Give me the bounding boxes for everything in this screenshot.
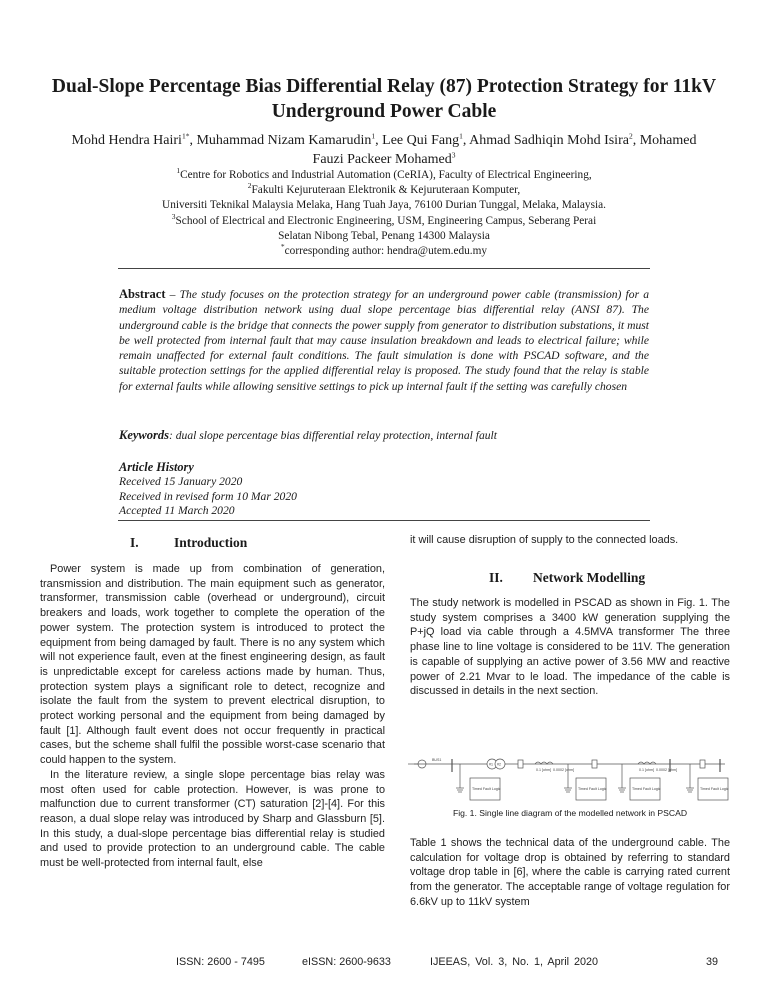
section-title: Network Modelling bbox=[533, 570, 646, 585]
transformer-label: #2 bbox=[497, 762, 501, 767]
author-affil-mark: 2 bbox=[628, 131, 633, 141]
transformer-label: #1 bbox=[489, 762, 493, 767]
author-name: Ahmad Sadhiqin Mohd Isira bbox=[469, 133, 629, 148]
footer-issn: ISSN: 2600 - 7495 bbox=[176, 956, 265, 968]
history-item: Accepted 11 March 2020 bbox=[119, 504, 235, 518]
single-line-diagram bbox=[400, 758, 735, 808]
introduction-body bbox=[40, 562, 385, 871]
line-parameter-label: 0.0002 [ohm] bbox=[656, 768, 677, 772]
keywords bbox=[119, 428, 649, 443]
affiliation-mark: 3 bbox=[171, 211, 176, 221]
footer-journal: IJEEAS, Vol. 3, No. 1, April 2020 bbox=[430, 956, 599, 968]
affiliation-text: Centre for Robotics and Industrial Automation (CeRIA), Faculty of Electrical Engineering, bbox=[180, 169, 592, 181]
affiliation-mark: * bbox=[280, 242, 285, 252]
paragraph: In the literature review, a single slope percentage bias relay was most often used for cable protection. However, is was prone to malfunction due to current transformer (CT) saturation [2]-[4]. For this reason, a dual slope relay was introduced by Sharp and Glassburn [5]. In this study, a dual-slope percentage bias differential relay is studied and used to provide protection to an underground cable. The cable must be well-protected from internal fault, else bbox=[40, 768, 385, 870]
author-separator: , bbox=[462, 133, 470, 148]
affiliation-line bbox=[40, 198, 728, 213]
affiliation-text: Selatan Nibong Tebal, Penang 14300 Malaysia bbox=[278, 229, 490, 242]
bus-label: BUS1 bbox=[432, 758, 442, 762]
section-title: Introduction bbox=[174, 535, 248, 550]
author-separator: , bbox=[632, 133, 640, 148]
section-heading-network-modelling bbox=[489, 570, 645, 586]
section-number: II. bbox=[489, 570, 503, 585]
author-affil-mark: 1 bbox=[371, 131, 376, 141]
paragraph: it will cause disruption of supply to the connected loads. bbox=[410, 534, 679, 546]
author-separator: , bbox=[189, 133, 197, 148]
logic-label: Timed Fault Logic bbox=[700, 787, 729, 791]
history-item: Received 15 January 2020 bbox=[119, 475, 243, 488]
paragraph: Power system is made up from combination of generation, transmission and distribution. The main equipment such as generator, transformer, transmission cable (overhead or underground), circuit breakers and loads, work together to complete the operation of the power system. The protection system is introduced to protect the equipment from being damaged by fault. There is no any system which will not experience fault, even at the finest engineering design, as fault is unpredictable except for careless actions made by human. Thus, protection system plays a significant role to detect, recognize and isolate the fault from the system to prevent electrical disruption, to protect working personal and the equipment from being damaged by fault [1]. Although fault event does not occur frequently in practical cases, but the scheme shall fulfil the possible worst-case scenario that could happen to the system. bbox=[40, 563, 385, 767]
history-divider bbox=[118, 520, 650, 521]
affiliation-text: corresponding author: hendra@utem.edu.my bbox=[284, 245, 488, 258]
author-name: Mohamed Fauzi Packeer Mohamed bbox=[312, 133, 697, 167]
affiliation-mark: 2 bbox=[247, 181, 252, 191]
logic-label: Timed Fault Logic bbox=[472, 787, 501, 791]
abstract-dash: – bbox=[165, 288, 180, 301]
affiliation-line bbox=[40, 211, 728, 229]
line-parameter-label: 0.1 [ohm] bbox=[639, 768, 654, 772]
history-label: Article History bbox=[119, 460, 194, 474]
affiliation-text: Fakulti Kejuruteraan Elektronik & Kejuruteraan Komputer, bbox=[251, 184, 521, 197]
header-divider bbox=[118, 268, 650, 269]
affiliation-text: School of Electrical and Electronic Engineering, USM, Engineering Campus, Seberang Perai bbox=[175, 214, 597, 227]
line-parameter-label: 0.0002 [ohm] bbox=[553, 768, 574, 772]
author-separator: , bbox=[375, 133, 383, 148]
network-modelling-body-continued bbox=[410, 836, 730, 910]
author-name: Muhammad Nizam Kamarudin bbox=[196, 133, 372, 148]
abstract bbox=[119, 287, 649, 394]
author-affil-mark: 1 bbox=[459, 131, 463, 141]
affiliation-line bbox=[40, 183, 728, 198]
affiliations bbox=[40, 168, 728, 259]
section-heading-introduction bbox=[130, 535, 247, 551]
author-name: Lee Qui Fang bbox=[382, 133, 460, 148]
paper-title: Dual-Slope Percentage Bias Differential Relay (87) Protection Strategy for 11kV Underground Power Cable bbox=[51, 76, 717, 122]
author-affil-mark: 1* bbox=[181, 131, 190, 141]
author-name: Mohd Hendra Hairi bbox=[71, 133, 182, 148]
network-modelling-body bbox=[410, 596, 730, 699]
keywords-text: : dual slope percentage bias differential relay protection, internal fault bbox=[169, 429, 498, 442]
abstract-text: The study focuses on the protection strategy for an underground power cable (transmission) for a medium voltage distribution network using dual slope percentage bias differential relay (ANSI 87). The underground cable is the bridge that connects the power supply from generator to distribution substations, it must be well protected from internal fault that may cause insulation breakdown and leads to electrical failure; while remain unaffected for external fault conditions. The fault simulation is done with PSCAD software, and the suitable protection settings for the applied differential relay is proposed. The study found that the relay is stable for external faults while allowing sensitive settings to pick up internal fault if the setting was carefully chosen bbox=[119, 288, 650, 393]
introduction-continued bbox=[410, 533, 730, 548]
abstract-label: Abstract bbox=[119, 287, 166, 301]
article-history bbox=[119, 460, 519, 519]
figure-caption: Fig. 1. Single line diagram of the modelled network in PSCAD bbox=[452, 808, 688, 818]
author-affil-mark: 3 bbox=[451, 149, 456, 159]
history-item: Received in revised form 10 Mar 2020 bbox=[119, 489, 297, 503]
affiliation-mark: 1 bbox=[176, 166, 181, 176]
paragraph: Table 1 shows the technical data of the underground cable. The calculation for voltage drop is obtained by referring to standard voltage drop table in [6], where the cable is carrying rated current from the generator. The acceptable range of voltage regulation for 6.6kV up to 11kV system bbox=[410, 837, 730, 908]
section-number: I. bbox=[130, 535, 139, 550]
page-number: 39 bbox=[706, 956, 719, 968]
corresponding-author bbox=[40, 244, 728, 259]
footer-eissn: eISSN: 2600-9633 bbox=[302, 956, 391, 968]
logic-label: Timed Fault Logic bbox=[578, 787, 607, 791]
keywords-label: Keywords bbox=[119, 428, 169, 442]
paragraph: The study network is modelled in PSCAD as shown in Fig. 1. The study system comprises a 3400 kW generation supplying the P+jQ load via cable through a 4.5MVA transformer The three phase line to line voltage is considered to be 11V. The generation is capable of supplying an active power of 3.56 MW and reactive power of 2.21 Mvar to le load. The impedance of the cable is discussed in details in the next section. bbox=[410, 597, 730, 698]
affiliation-text: Universiti Teknikal Malaysia Melaka, Hang Tuah Jaya, 76100 Durian Tunggal, Melaka, Malaysia. bbox=[162, 199, 606, 212]
logic-label: Timed Fault Logic bbox=[632, 787, 661, 791]
line-parameter-label: 0.1 [ohm] bbox=[536, 768, 551, 772]
affiliation-line bbox=[40, 229, 728, 244]
affiliation-line bbox=[40, 168, 728, 183]
author-list bbox=[70, 132, 698, 169]
